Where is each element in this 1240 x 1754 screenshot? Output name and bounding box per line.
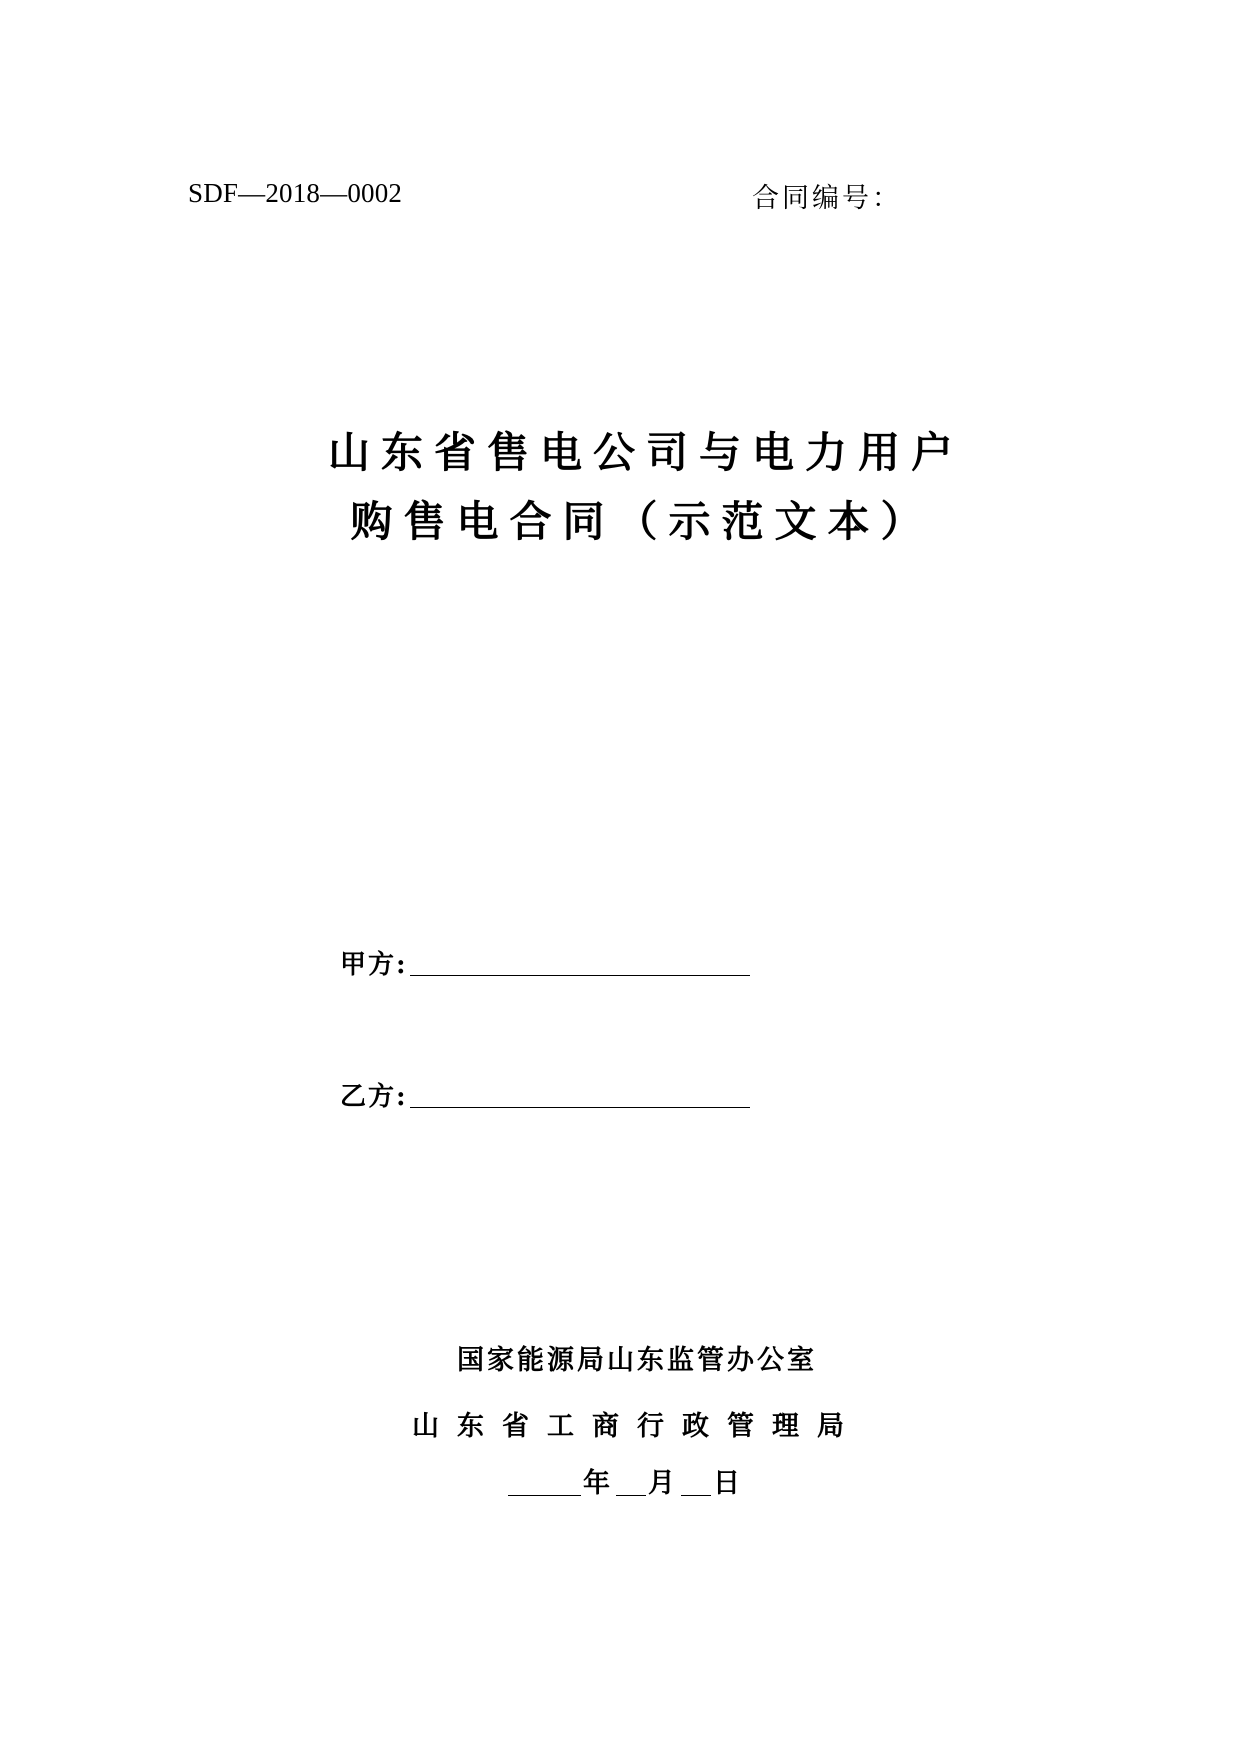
month-unit: 月 <box>648 1468 675 1499</box>
party-b-label: 乙方: <box>340 1082 408 1112</box>
party-a-blank-line <box>410 975 750 976</box>
month-blank-line <box>616 1495 646 1496</box>
party-b-field <box>340 1082 750 1112</box>
issue-date <box>508 1468 740 1500</box>
year-blank-line <box>508 1495 581 1496</box>
issuer-energy-bureau: 国家能源局山东监管办公室 <box>457 1345 817 1376</box>
document-code: SDF—2018—0002 <box>188 178 403 208</box>
contract-number-label: 合同编号： <box>752 183 902 214</box>
document-title-line-1: 山东省售电公司与电力用户 <box>327 428 964 477</box>
party-a-label: 甲方: <box>340 950 408 980</box>
party-b-blank-line <box>410 1107 750 1108</box>
year-unit: 年 <box>583 1468 610 1499</box>
day-blank-line <box>681 1495 711 1496</box>
document-title-line-2: 购售电合同（示范文本） <box>350 497 934 546</box>
party-a-field <box>340 950 750 980</box>
day-unit: 日 <box>713 1468 740 1499</box>
issuer-commerce-bureau: 山东省工商行政管理局 <box>412 1411 862 1442</box>
